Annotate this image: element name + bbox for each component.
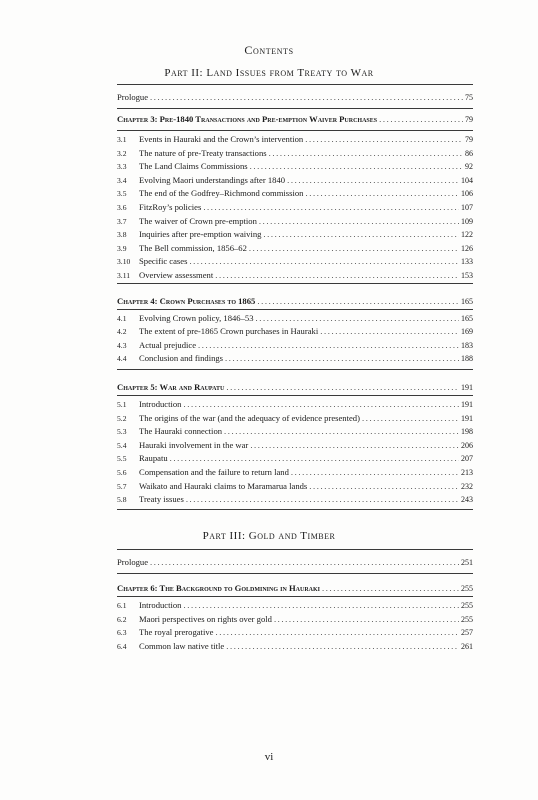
dot-leader — [320, 325, 459, 337]
toc-section-entry[interactable] — [117, 228, 473, 240]
section-number: 3.7 — [117, 216, 127, 226]
section-page: 104 — [461, 175, 473, 185]
part-2-prologue-block — [117, 84, 473, 109]
section-number: 6.1 — [117, 601, 127, 610]
chapter-page: 165 — [461, 297, 473, 306]
section-number: 6.2 — [117, 614, 127, 624]
toc-entry-page: 75 — [465, 93, 473, 102]
dot-leader — [225, 352, 459, 364]
part-2-heading: Part II: Land Issues from Treaty to War — [164, 67, 374, 79]
section-title: The royal prerogative — [139, 627, 214, 638]
toc-section-entry[interactable] — [117, 174, 473, 186]
section-title: Events in Hauraki and the Crown’s intervention — [139, 134, 304, 144]
toc-section-entry[interactable] — [117, 439, 473, 451]
toc-section-entry[interactable] — [117, 339, 473, 351]
chapter-page: 79 — [465, 115, 473, 124]
section-title: The end of the Godfrey–Richmond commission — [139, 188, 304, 199]
section-number: 5.2 — [117, 413, 127, 423]
chapter-divider — [117, 395, 473, 396]
section-page: 255 — [461, 601, 473, 610]
section-number: 6.3 — [117, 628, 127, 638]
toc-chapter-6[interactable] — [117, 582, 473, 594]
section-number: 4.4 — [117, 354, 127, 364]
toc-section-entry[interactable] — [117, 412, 473, 424]
dot-leader — [263, 228, 459, 240]
section-number: 5.1 — [117, 400, 127, 409]
toc-entry-page: 251 — [461, 558, 473, 567]
toc-section-entry[interactable] — [117, 480, 473, 492]
toc-chapter-5[interactable] — [117, 381, 473, 393]
chapter-divider — [117, 309, 473, 310]
section-number: 5.6 — [117, 468, 127, 477]
dot-leader — [250, 160, 463, 172]
toc-section-entry[interactable] — [117, 325, 473, 337]
section-page: 126 — [461, 243, 473, 253]
section-number: 6.4 — [117, 641, 127, 651]
section-title: Overview assessment — [139, 270, 214, 280]
dot-leader — [362, 412, 459, 424]
section-title: The waiver of Crown pre-emption — [139, 215, 257, 226]
toc-section-entry[interactable] — [117, 255, 473, 267]
toc-section-entry[interactable] — [117, 626, 473, 638]
dot-leader — [269, 147, 463, 159]
section-page: 243 — [461, 495, 473, 505]
section-page: 191 — [461, 413, 473, 423]
section-page: 261 — [461, 641, 473, 651]
section-title: Inquiries after pre-emption waiving — [139, 229, 262, 240]
toc-section-entry[interactable] — [117, 493, 473, 505]
toc-section-entry[interactable] — [117, 312, 473, 324]
toc-section-entry[interactable] — [117, 599, 473, 611]
section-number: 4.1 — [117, 314, 127, 323]
chapter-6-block — [117, 572, 473, 658]
page-title: Contents — [244, 43, 294, 57]
section-title: Hauraki involvement in the war — [139, 439, 249, 450]
section-page: 122 — [461, 230, 473, 240]
section-title: FitzRoy’s policies — [139, 202, 202, 212]
chapter-title: Chapter 4: Crown Purchases to 1865 — [117, 296, 256, 306]
toc-section-entry[interactable] — [117, 452, 473, 464]
dot-leader — [198, 339, 459, 351]
chapter-4-block — [117, 283, 473, 370]
section-title: Maori perspectives on rights over gold — [139, 613, 272, 624]
section-page: 79 — [465, 135, 473, 144]
toc-section-entry[interactable] — [117, 187, 473, 199]
section-title: Common law native title — [139, 640, 225, 651]
toc-section-entry[interactable] — [117, 269, 473, 281]
section-number: 5.8 — [117, 495, 127, 505]
dot-leader — [189, 255, 459, 267]
dot-leader — [183, 398, 459, 410]
toc-section-entry[interactable] — [117, 242, 473, 254]
dot-leader — [170, 452, 459, 464]
section-page: 133 — [461, 257, 473, 267]
chapter-5-block — [117, 369, 473, 510]
dot-leader — [224, 425, 459, 437]
dot-leader — [256, 312, 460, 324]
section-page: 191 — [461, 400, 473, 409]
dot-leader — [226, 381, 459, 393]
toc-section-entry[interactable] — [117, 147, 473, 159]
section-number: 3.1 — [117, 135, 127, 144]
section-number: 3.4 — [117, 175, 127, 185]
dot-leader — [305, 187, 459, 199]
dot-leader — [150, 91, 463, 103]
dot-leader — [250, 439, 459, 451]
section-number: 5.5 — [117, 454, 127, 464]
toc-entry-prologue[interactable] — [117, 556, 473, 568]
toc-section-entry[interactable] — [117, 613, 473, 625]
section-title: The Bell commission, 1856–62 — [139, 242, 247, 253]
dot-leader — [257, 295, 459, 307]
section-title: Raupatu — [139, 453, 168, 464]
section-title: Actual prejudice — [139, 339, 197, 350]
section-title: Evolving Crown policy, 1846–53 — [139, 313, 254, 323]
dot-leader — [249, 242, 459, 254]
toc-chapter-3[interactable] — [117, 113, 473, 125]
part-3-prologue-block — [117, 549, 473, 574]
section-title: Compensation and the failure to return land — [139, 467, 289, 477]
section-title: Introduction — [139, 399, 182, 409]
section-page: 169 — [461, 327, 473, 337]
dot-leader — [274, 613, 459, 625]
page-number: vi — [264, 751, 274, 763]
toc-entry-prologue[interactable] — [117, 91, 473, 103]
chapter-divider — [117, 596, 473, 597]
section-page: 183 — [461, 340, 473, 350]
section-number: 5.4 — [117, 440, 127, 450]
toc-section-entry[interactable] — [117, 425, 473, 437]
section-title: The nature of pre-Treaty transactions — [139, 147, 267, 158]
chapter-title: Chapter 5: War and Raupatu — [117, 382, 225, 392]
dot-leader — [203, 201, 459, 213]
section-page: 232 — [461, 481, 473, 491]
chapter-title: Chapter 6: The Background to Goldmining in Hauraki — [117, 583, 320, 593]
section-page: 206 — [461, 440, 473, 450]
dot-leader — [379, 113, 463, 125]
toc-section-entry[interactable] — [117, 215, 473, 227]
toc-section-entry[interactable] — [117, 133, 473, 145]
chapter-divider — [117, 130, 473, 131]
dot-leader — [183, 599, 459, 611]
part-3-heading: Part III: Gold and Timber — [202, 530, 336, 542]
dot-leader — [322, 582, 459, 594]
section-page: 207 — [461, 454, 473, 464]
section-title: Specific cases — [139, 256, 188, 267]
section-number: 4.3 — [117, 340, 127, 350]
dot-leader — [305, 133, 463, 145]
toc-section-entry[interactable] — [117, 160, 473, 172]
section-page: 106 — [461, 189, 473, 199]
dot-leader — [150, 556, 459, 568]
toc-section-entry[interactable] — [117, 352, 473, 364]
section-page: 153 — [461, 271, 473, 280]
section-number: 3.5 — [117, 189, 127, 199]
chapter-title: Chapter 3: Pre-1840 Transactions and Pre-emption Waiver Purchases — [117, 114, 378, 124]
section-title: The origins of the war (and the adequacy of evidence presented) — [139, 412, 360, 423]
section-page: 257 — [461, 628, 473, 638]
dot-leader — [259, 215, 459, 227]
section-title: The Hauraki connection — [139, 426, 223, 437]
section-number: 4.2 — [117, 327, 127, 337]
section-number: 3.11 — [117, 271, 131, 280]
section-page: 86 — [465, 148, 473, 158]
section-number: 3.3 — [117, 162, 127, 172]
section-page: 107 — [461, 203, 473, 212]
dot-leader — [215, 269, 459, 281]
section-page: 188 — [461, 354, 473, 364]
section-title: Waikato and Hauraki claims to Maramarua lands — [139, 480, 308, 491]
dot-leader — [215, 626, 459, 638]
section-number: 5.7 — [117, 481, 127, 491]
section-number: 3.8 — [117, 230, 127, 240]
section-page: 109 — [461, 216, 473, 226]
section-title: Evolving Maori understandings after 1840 — [139, 174, 286, 185]
toc-entry-text: Prologue — [117, 557, 149, 567]
toc-section-entry[interactable] — [117, 398, 473, 410]
section-number: 5.3 — [117, 427, 127, 437]
toc-entry-text: Prologue — [117, 92, 149, 102]
dot-leader — [291, 466, 459, 478]
toc-section-entry[interactable] — [117, 640, 473, 652]
dot-leader — [309, 480, 459, 492]
section-page: 255 — [461, 614, 473, 624]
chapter-page: 255 — [461, 584, 473, 593]
section-title: The Land Claims Commissions — [139, 161, 248, 172]
dot-leader — [186, 493, 459, 505]
toc-chapter-4[interactable] — [117, 295, 473, 307]
section-number: 3.2 — [117, 148, 127, 158]
chapter-3-block — [117, 107, 473, 284]
section-page: 165 — [461, 314, 473, 323]
section-page: 92 — [465, 162, 473, 172]
section-page: 213 — [461, 468, 473, 477]
section-title: Introduction — [139, 600, 182, 610]
section-title: Conclusion and findings — [139, 353, 224, 364]
dot-leader — [287, 174, 459, 186]
chapter-page: 191 — [461, 383, 473, 392]
section-title: The extent of pre-1865 Crown purchases in Hauraki — [139, 326, 319, 337]
toc-section-entry[interactable] — [117, 201, 473, 213]
section-title: Treaty issues — [139, 494, 184, 505]
dot-leader — [226, 640, 459, 652]
section-number: 3.6 — [117, 203, 127, 212]
toc-section-entry[interactable] — [117, 466, 473, 478]
section-number: 3.9 — [117, 243, 127, 253]
section-number: 3.10 — [117, 257, 131, 267]
section-page: 198 — [461, 427, 473, 437]
